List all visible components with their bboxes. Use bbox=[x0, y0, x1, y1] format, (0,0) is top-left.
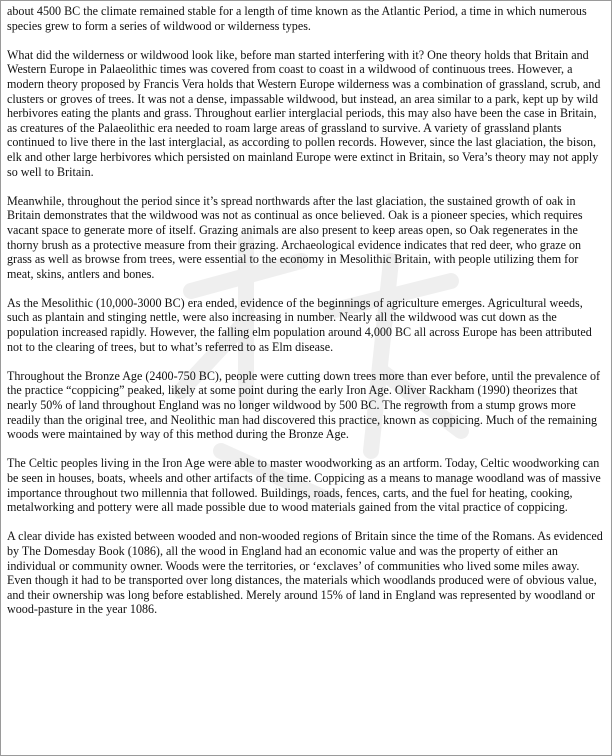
document-body bbox=[7, 4, 607, 632]
paragraph-atlantic-period: about 4500 BC the climate remained stable for a length of time known as the Atlantic Period, a time in which numerous species grew to form a series of wildwood or wilderness types. bbox=[7, 4, 587, 33]
paragraph-wildwood-theory: What did the wilderness or wildwood look like, before man started interfering with it? One theory holds that Britain and Western Europe in Palaeolithic times was covered from coast to coast in a wildwood of continuous trees. However, a modern theory proposed by Francis Vera holds that Western Europe wilderness was a combination of grassland, scrub, and clusters or groves of trees. It was not a dense, impassable wildwood, but instead, an area similar to a park, kept up by wild herbivores eating the plants and grass. Throughout earlier interglacial periods, this may also have been the case in Britain, as creatures of the Palaeolithic era needed to roam large areas of grassland to survive. A variety of grassland plants continued to live there in the last interglacial, as according to pollen records. However, since the last glaciation, the bison, elk and other large herbivores which persisted on mainland Europe were extinct in Britain, so Vera’s theory may not apply so well to Britain. bbox=[7, 47, 601, 179]
paragraph-mesolithic: As the Mesolithic (10,000-3000 BC) era ended, evidence of the beginnings of agriculture emerges. Agricultural weeds, such as plantain and stinging nettle, were also increasing in number. Nearly all the wildwood was cut down as the population increased rapidly. However, the falling elm population around 4,000 BC all across Europe has been attributed not to the clearing of trees, but to what’s referred to as Elm disease. bbox=[7, 295, 592, 354]
paragraph-roman-domesday: A clear divide has existed between wooded and non-wooded regions of Britain since the time of the Romans. As evidenced by The Domesday Book (1086), all the wood in England had an economic value and was the property of either an individual or community owner. Woods were the territories, or ‘exclaves’ of communities who lived some miles away. Even though it had to be transported over long distances, the materials which woodlands produced were of obvious value, and their ownership was long before established. Merely around 15% of land in England was represented by woodland or wood-pasture in the year 1086. bbox=[7, 529, 603, 617]
paragraph-celtic-iron-age: The Celtic peoples living in the Iron Age were able to master woodworking as an artform. Today, Celtic woodworking can be seen in houses, boats, wheels and other artifacts of the time. Coppicing as a means to manage woodland was of massive importance throughout two millennia that followed. Buildings, roads, fences, carts, and the fuel for heating, cooking, metalworking and pottery were all made possible due to wood materials gained from the vital practice of coppicing. bbox=[7, 456, 601, 515]
paragraph-bronze-age: Throughout the Bronze Age (2400-750 BC), people were cutting down trees more than ever before, until the prevalence of the practice “coppicing” peaked, likely at some point during the early Iron Age. Oliver Rackham (1990) theorizes that nearly 50% of land throughout England was no longer wildwood by 500 BC. The regrowth from a stump grows more readily than the original tree, and Neolithic man had discovered this practice, known as coppicing. Much of the remaining woods were maintained by way of this method during the Bronze Age. bbox=[7, 368, 601, 442]
paragraph-oak-growth: Meanwhile, throughout the period since it’s spread northwards after the last glaciation, the sustained growth of oak in Britain demonstrates that the wildwood was not as continual as once believed. Oak is a pioneer species, which requires vacant space to generate more of itself. Grazing animals are also present to keep areas open, so Oak regenerates in the thorny brush as a protective measure from their grazing. Archaeological evidence indicates that red deer, who graze on grass as well as browse from trees, were essential to the economy in Mesolithic Britain, with people utilizing them for meat, skins, antlers and bones. bbox=[7, 193, 583, 281]
